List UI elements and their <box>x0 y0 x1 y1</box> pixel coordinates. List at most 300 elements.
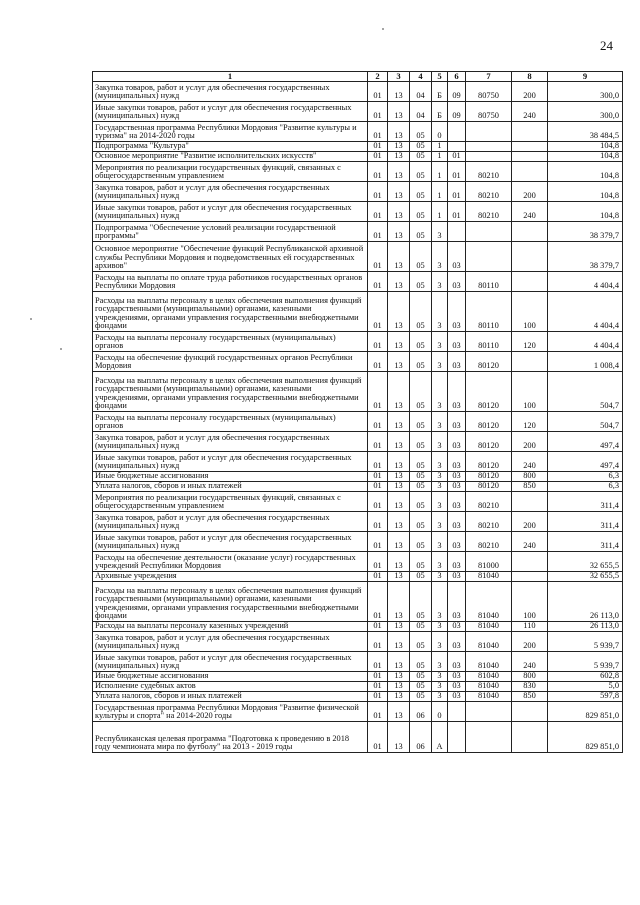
row-code-expense-type: 200 <box>512 632 548 652</box>
row-code-rz: 01 <box>368 622 388 632</box>
row-code-expense-type: 240 <box>512 202 548 222</box>
table-row <box>93 492 623 512</box>
row-code-pr: 13 <box>388 722 410 753</box>
row-code-rz: 01 <box>368 652 388 672</box>
row-code-pr: 13 <box>388 102 410 122</box>
row-code-direction <box>466 152 512 162</box>
row-code-program: 05 <box>410 162 432 182</box>
row-description: Республиканская целевая программа "Подготовка к проведению в 2018 году чемпионата мира по футболу" на 2013 - 2019 годы <box>93 722 368 753</box>
row-code-measure: 03 <box>448 532 466 552</box>
row-description: Государственная программа Республики Мордовия "Развитие культуры и туризма" на 2014-2020 годы <box>93 122 368 142</box>
row-code-direction: 81000 <box>466 552 512 572</box>
row-code-expense-type <box>512 222 548 242</box>
table-row <box>93 332 623 352</box>
row-code-rz: 01 <box>368 512 388 532</box>
row-code-expense-type: 850 <box>512 692 548 702</box>
row-code-expense-type: 100 <box>512 292 548 332</box>
row-code-rz: 01 <box>368 152 388 162</box>
row-amount: 829 851,0 <box>548 722 623 753</box>
row-code-program: 05 <box>410 122 432 142</box>
row-description: Расходы на обеспечение функций государственных органов Республики Мордовия <box>93 352 368 372</box>
row-code-program: 05 <box>410 622 432 632</box>
table-row <box>93 142 623 152</box>
row-code-direction: 80120 <box>466 482 512 492</box>
row-code-direction: 80210 <box>466 492 512 512</box>
row-code-direction <box>466 242 512 272</box>
row-code-subprogram: 3 <box>432 632 448 652</box>
row-code-direction: 81040 <box>466 572 512 582</box>
row-code-program: 05 <box>410 432 432 452</box>
row-code-pr: 13 <box>388 82 410 102</box>
row-code-direction: 81040 <box>466 622 512 632</box>
table-row <box>93 692 623 702</box>
row-code-rz: 01 <box>368 82 388 102</box>
row-code-subprogram: А <box>432 722 448 753</box>
row-code-subprogram: 3 <box>432 552 448 572</box>
row-code-expense-type <box>512 162 548 182</box>
row-code-measure: 03 <box>448 632 466 652</box>
row-code-rz: 01 <box>368 632 388 652</box>
row-code-pr: 13 <box>388 492 410 512</box>
row-code-subprogram: 3 <box>432 242 448 272</box>
table-row <box>93 572 623 582</box>
row-code-subprogram: 3 <box>432 492 448 512</box>
row-code-expense-type: 240 <box>512 652 548 672</box>
row-code-direction: 80210 <box>466 182 512 202</box>
row-code-program: 05 <box>410 672 432 682</box>
row-code-subprogram: 1 <box>432 142 448 152</box>
row-code-measure: 03 <box>448 492 466 512</box>
row-code-pr: 13 <box>388 472 410 482</box>
row-code-expense-type <box>512 702 548 722</box>
table-row <box>93 622 623 632</box>
row-code-rz: 01 <box>368 532 388 552</box>
row-code-measure: 01 <box>448 162 466 182</box>
row-code-pr: 13 <box>388 572 410 582</box>
row-description: Иные закупки товаров, работ и услуг для обеспечения государственных (муниципальных) нужд <box>93 652 368 672</box>
row-code-pr: 13 <box>388 162 410 182</box>
row-amount: 504,7 <box>548 412 623 432</box>
row-amount: 26 113,0 <box>548 582 623 622</box>
row-code-measure <box>448 702 466 722</box>
row-amount: 5 939,7 <box>548 632 623 652</box>
row-code-expense-type: 800 <box>512 672 548 682</box>
row-amount: 38 484,5 <box>548 122 623 142</box>
row-code-expense-type <box>512 272 548 292</box>
row-code-subprogram: 1 <box>432 182 448 202</box>
row-code-measure: 03 <box>448 692 466 702</box>
row-code-rz: 01 <box>368 432 388 452</box>
row-code-pr: 13 <box>388 682 410 692</box>
row-code-rz: 01 <box>368 412 388 432</box>
row-code-direction: 81040 <box>466 632 512 652</box>
row-code-expense-type <box>512 142 548 152</box>
row-code-pr: 13 <box>388 152 410 162</box>
row-code-expense-type <box>512 572 548 582</box>
row-amount: 300,0 <box>548 102 623 122</box>
row-code-direction: 80120 <box>466 452 512 472</box>
row-code-program: 05 <box>410 352 432 372</box>
row-description: Иные закупки товаров, работ и услуг для обеспечения государственных (муниципальных) нужд <box>93 532 368 552</box>
row-amount: 1 008,4 <box>548 352 623 372</box>
row-description: Уплата налогов, сборов и иных платежей <box>93 482 368 492</box>
row-code-direction: 80750 <box>466 82 512 102</box>
row-code-expense-type: 850 <box>512 482 548 492</box>
row-code-direction <box>466 702 512 722</box>
scan-speck <box>30 318 32 320</box>
row-code-direction <box>466 142 512 152</box>
row-code-measure: 03 <box>448 512 466 532</box>
row-code-expense-type: 200 <box>512 432 548 452</box>
row-code-subprogram: 3 <box>432 582 448 622</box>
row-code-rz: 01 <box>368 482 388 492</box>
row-code-direction: 80110 <box>466 272 512 292</box>
column-header: 8 <box>512 72 548 82</box>
row-code-subprogram: 3 <box>432 272 448 292</box>
row-code-measure: 03 <box>448 652 466 672</box>
row-code-direction: 80210 <box>466 532 512 552</box>
row-code-rz: 01 <box>368 672 388 682</box>
row-code-rz: 01 <box>368 332 388 352</box>
row-code-expense-type: 240 <box>512 452 548 472</box>
row-code-pr: 13 <box>388 222 410 242</box>
row-code-measure: 03 <box>448 622 466 632</box>
row-amount: 26 113,0 <box>548 622 623 632</box>
row-code-subprogram: 3 <box>432 692 448 702</box>
row-code-subprogram: 1 <box>432 152 448 162</box>
row-code-direction: 81040 <box>466 652 512 672</box>
row-code-measure: 09 <box>448 102 466 122</box>
row-code-program: 05 <box>410 492 432 512</box>
table-row <box>93 162 623 182</box>
row-code-measure: 03 <box>448 372 466 412</box>
row-code-subprogram: 1 <box>432 202 448 222</box>
row-code-direction: 80110 <box>466 292 512 332</box>
row-code-program: 05 <box>410 142 432 152</box>
row-description: Основное мероприятие "Обеспечение функций Республиканской архивной службы Республики Мордовия и подведомственных ей государственных архивов" <box>93 242 368 272</box>
row-code-subprogram: 3 <box>432 652 448 672</box>
row-description: Иные закупки товаров, работ и услуг для обеспечения государственных (муниципальных) нужд <box>93 202 368 222</box>
column-header: 5 <box>432 72 448 82</box>
row-code-pr: 13 <box>388 432 410 452</box>
row-code-program: 05 <box>410 222 432 242</box>
row-description: Закупка товаров, работ и услуг для обеспечения государственных (муниципальных) нужд <box>93 632 368 652</box>
row-code-subprogram: 3 <box>432 222 448 242</box>
row-code-direction: 81040 <box>466 682 512 692</box>
column-header: 2 <box>368 72 388 82</box>
table-row <box>93 512 623 532</box>
row-code-rz: 01 <box>368 552 388 572</box>
table-row <box>93 472 623 482</box>
row-code-pr: 13 <box>388 142 410 152</box>
row-code-measure: 09 <box>448 82 466 102</box>
row-amount: 5,0 <box>548 682 623 692</box>
row-code-subprogram: 3 <box>432 452 448 472</box>
row-code-measure: 03 <box>448 452 466 472</box>
row-description: Иные закупки товаров, работ и услуг для обеспечения государственных (муниципальных) нужд <box>93 452 368 472</box>
row-description: Подпрограмма "Обеспечение условий реализации государственной программы" <box>93 222 368 242</box>
row-code-subprogram: 3 <box>432 512 448 532</box>
column-header: 6 <box>448 72 466 82</box>
row-description: Государственная программа Республики Мордовия "Развитие физической культуры и спорта" на 2014-2020 годы <box>93 702 368 722</box>
row-amount: 4 404,4 <box>548 272 623 292</box>
row-code-direction: 80750 <box>466 102 512 122</box>
row-description: Уплата налогов, сборов и иных платежей <box>93 692 368 702</box>
row-code-program: 06 <box>410 722 432 753</box>
row-code-program: 05 <box>410 652 432 672</box>
row-code-program: 05 <box>410 482 432 492</box>
row-code-rz: 01 <box>368 682 388 692</box>
row-code-subprogram: 3 <box>432 682 448 692</box>
column-header: 4 <box>410 72 432 82</box>
row-code-direction: 81040 <box>466 582 512 622</box>
row-code-pr: 13 <box>388 242 410 272</box>
table-row <box>93 372 623 412</box>
row-code-program: 05 <box>410 182 432 202</box>
row-code-subprogram: Б <box>432 102 448 122</box>
row-code-expense-type <box>512 552 548 572</box>
row-code-pr: 13 <box>388 632 410 652</box>
row-code-program: 05 <box>410 412 432 432</box>
row-code-rz: 01 <box>368 182 388 202</box>
row-code-expense-type <box>512 352 548 372</box>
row-amount: 4 404,4 <box>548 332 623 352</box>
row-code-pr: 13 <box>388 202 410 222</box>
row-code-measure: 03 <box>448 352 466 372</box>
row-code-rz: 01 <box>368 372 388 412</box>
row-code-subprogram: 3 <box>432 352 448 372</box>
row-code-program: 05 <box>410 372 432 412</box>
row-code-program: 05 <box>410 152 432 162</box>
row-amount: 38 379,7 <box>548 222 623 242</box>
row-code-subprogram: 3 <box>432 432 448 452</box>
row-code-expense-type <box>512 492 548 512</box>
row-description: Подпрограмма "Культура" <box>93 142 368 152</box>
table-row <box>93 352 623 372</box>
row-code-rz: 01 <box>368 142 388 152</box>
column-header: 1 <box>93 72 368 82</box>
row-code-direction: 80210 <box>466 512 512 532</box>
table-row <box>93 432 623 452</box>
table-row <box>93 272 623 292</box>
row-code-expense-type: 830 <box>512 682 548 692</box>
row-code-program: 05 <box>410 532 432 552</box>
row-code-pr: 13 <box>388 412 410 432</box>
table-row <box>93 222 623 242</box>
row-code-pr: 13 <box>388 292 410 332</box>
row-description: Иные закупки товаров, работ и услуг для обеспечения государственных (муниципальных) нужд <box>93 102 368 122</box>
row-amount: 597,8 <box>548 692 623 702</box>
row-code-rz: 01 <box>368 472 388 482</box>
row-code-program: 04 <box>410 82 432 102</box>
table-row <box>93 532 623 552</box>
row-code-program: 05 <box>410 332 432 352</box>
row-code-direction <box>466 222 512 242</box>
row-code-expense-type <box>512 722 548 753</box>
row-code-rz: 01 <box>368 722 388 753</box>
row-amount: 300,0 <box>548 82 623 102</box>
row-code-subprogram: 3 <box>432 622 448 632</box>
row-code-measure: 03 <box>448 292 466 332</box>
row-code-pr: 13 <box>388 532 410 552</box>
row-description: Иные бюджетные ассигнования <box>93 672 368 682</box>
row-code-pr: 13 <box>388 512 410 532</box>
row-code-pr: 13 <box>388 672 410 682</box>
row-code-rz: 01 <box>368 162 388 182</box>
row-code-expense-type: 100 <box>512 582 548 622</box>
row-code-subprogram: 3 <box>432 532 448 552</box>
table-row <box>93 152 623 162</box>
table-row <box>93 682 623 692</box>
row-amount: 311,4 <box>548 492 623 512</box>
scan-speck <box>382 28 384 30</box>
row-code-measure <box>448 222 466 242</box>
row-amount: 497,4 <box>548 452 623 472</box>
table-row <box>93 482 623 492</box>
row-code-program: 05 <box>410 632 432 652</box>
row-code-expense-type: 100 <box>512 372 548 412</box>
row-description: Расходы на выплаты персоналу государственных (муниципальных) органов <box>93 332 368 352</box>
row-code-expense-type: 240 <box>512 102 548 122</box>
row-code-expense-type: 200 <box>512 82 548 102</box>
row-description: Закупка товаров, работ и услуг для обеспечения государственных (муниципальных) нужд <box>93 182 368 202</box>
row-code-direction: 81040 <box>466 672 512 682</box>
row-code-direction <box>466 722 512 753</box>
row-amount: 5 939,7 <box>548 652 623 672</box>
row-code-rz: 01 <box>368 352 388 372</box>
row-code-expense-type: 800 <box>512 472 548 482</box>
row-code-expense-type: 120 <box>512 332 548 352</box>
table-row <box>93 452 623 472</box>
row-code-measure: 03 <box>448 672 466 682</box>
table-row <box>93 702 623 722</box>
row-description: Расходы на выплаты персоналу в целях обеспечения выполнения функций государственными (муниципальными) органами, казенными учреждениями, органами управления государственными внебюджетными фондами <box>93 292 368 332</box>
row-code-subprogram: 3 <box>432 572 448 582</box>
row-amount: 602,8 <box>548 672 623 682</box>
row-code-expense-type: 200 <box>512 512 548 532</box>
row-code-measure <box>448 142 466 152</box>
row-code-measure: 03 <box>448 432 466 452</box>
row-code-measure <box>448 722 466 753</box>
row-code-subprogram: 3 <box>432 332 448 352</box>
row-code-subprogram: 0 <box>432 702 448 722</box>
table-row <box>93 202 623 222</box>
row-code-pr: 13 <box>388 702 410 722</box>
row-code-program: 05 <box>410 292 432 332</box>
row-code-measure <box>448 122 466 142</box>
row-code-pr: 13 <box>388 452 410 472</box>
row-code-expense-type: 120 <box>512 412 548 432</box>
row-code-subprogram: 3 <box>432 412 448 432</box>
row-code-program: 05 <box>410 452 432 472</box>
row-code-program: 05 <box>410 692 432 702</box>
row-code-rz: 01 <box>368 122 388 142</box>
row-code-rz: 01 <box>368 452 388 472</box>
table-body <box>93 82 623 753</box>
row-code-direction <box>466 122 512 142</box>
row-code-direction: 80110 <box>466 332 512 352</box>
row-code-measure: 01 <box>448 152 466 162</box>
row-code-pr: 13 <box>388 332 410 352</box>
row-code-expense-type: 240 <box>512 532 548 552</box>
table-row <box>93 242 623 272</box>
row-code-subprogram: 3 <box>432 472 448 482</box>
row-description: Мероприятия по реализации государственных функций, связанных с общегосударственным управлением <box>93 162 368 182</box>
row-code-measure: 03 <box>448 472 466 482</box>
row-amount: 311,4 <box>548 512 623 532</box>
row-code-subprogram: 3 <box>432 482 448 492</box>
row-code-rz: 01 <box>368 572 388 582</box>
row-code-program: 05 <box>410 512 432 532</box>
row-code-rz: 01 <box>368 702 388 722</box>
row-code-rz: 01 <box>368 242 388 272</box>
row-code-direction: 80120 <box>466 412 512 432</box>
row-code-direction: 81040 <box>466 692 512 702</box>
row-code-measure: 01 <box>448 182 466 202</box>
table-header-row <box>93 72 623 82</box>
row-code-pr: 13 <box>388 372 410 412</box>
row-code-measure: 03 <box>448 682 466 692</box>
table-row <box>93 722 623 753</box>
row-code-pr: 13 <box>388 622 410 632</box>
row-code-direction: 80120 <box>466 372 512 412</box>
page-number: 24 <box>600 38 613 53</box>
row-amount: 104,8 <box>548 162 623 182</box>
row-description: Расходы на обеспечение деятельности (оказание услуг) государственных учреждений Республики Мордовия <box>93 552 368 572</box>
row-code-pr: 13 <box>388 582 410 622</box>
row-amount: 311,4 <box>548 532 623 552</box>
row-code-measure: 03 <box>448 332 466 352</box>
row-amount: 32 655,5 <box>548 552 623 572</box>
column-header: 7 <box>466 72 512 82</box>
row-code-rz: 01 <box>368 492 388 512</box>
column-header: 9 <box>548 72 623 82</box>
row-description: Мероприятия по реализации государственных функций, связанных с общегосударственным управлением <box>93 492 368 512</box>
row-code-subprogram: 1 <box>432 162 448 182</box>
row-amount: 104,8 <box>548 182 623 202</box>
table-row <box>93 632 623 652</box>
table-row <box>93 82 623 102</box>
row-code-pr: 13 <box>388 272 410 292</box>
row-amount: 829 851,0 <box>548 702 623 722</box>
row-description: Иные бюджетные ассигнования <box>93 472 368 482</box>
row-amount: 6,3 <box>548 472 623 482</box>
table-row <box>93 122 623 142</box>
row-description: Исполнение судебных актов <box>93 682 368 692</box>
row-code-measure: 03 <box>448 412 466 432</box>
row-description: Расходы на выплаты персоналу в целях обеспечения выполнения функций государственными (муниципальными) органами, казенными учреждениями, органами управления государственными внебюджетными фондами <box>93 582 368 622</box>
row-code-program: 06 <box>410 702 432 722</box>
row-code-measure: 03 <box>448 242 466 272</box>
table-row <box>93 412 623 432</box>
row-code-subprogram: 3 <box>432 372 448 412</box>
row-code-measure: 01 <box>448 202 466 222</box>
row-amount: 104,8 <box>548 152 623 162</box>
row-description: Закупка товаров, работ и услуг для обеспечения государственных (муниципальных) нужд <box>93 432 368 452</box>
row-code-rz: 01 <box>368 292 388 332</box>
row-code-rz: 01 <box>368 692 388 702</box>
row-code-direction: 80120 <box>466 472 512 482</box>
row-amount: 6,3 <box>548 482 623 492</box>
row-code-pr: 13 <box>388 652 410 672</box>
row-code-program: 05 <box>410 472 432 482</box>
column-header: 3 <box>388 72 410 82</box>
row-amount: 38 379,7 <box>548 242 623 272</box>
row-code-subprogram: Б <box>432 82 448 102</box>
row-code-expense-type <box>512 242 548 272</box>
row-code-pr: 13 <box>388 482 410 492</box>
row-code-direction: 80210 <box>466 162 512 182</box>
